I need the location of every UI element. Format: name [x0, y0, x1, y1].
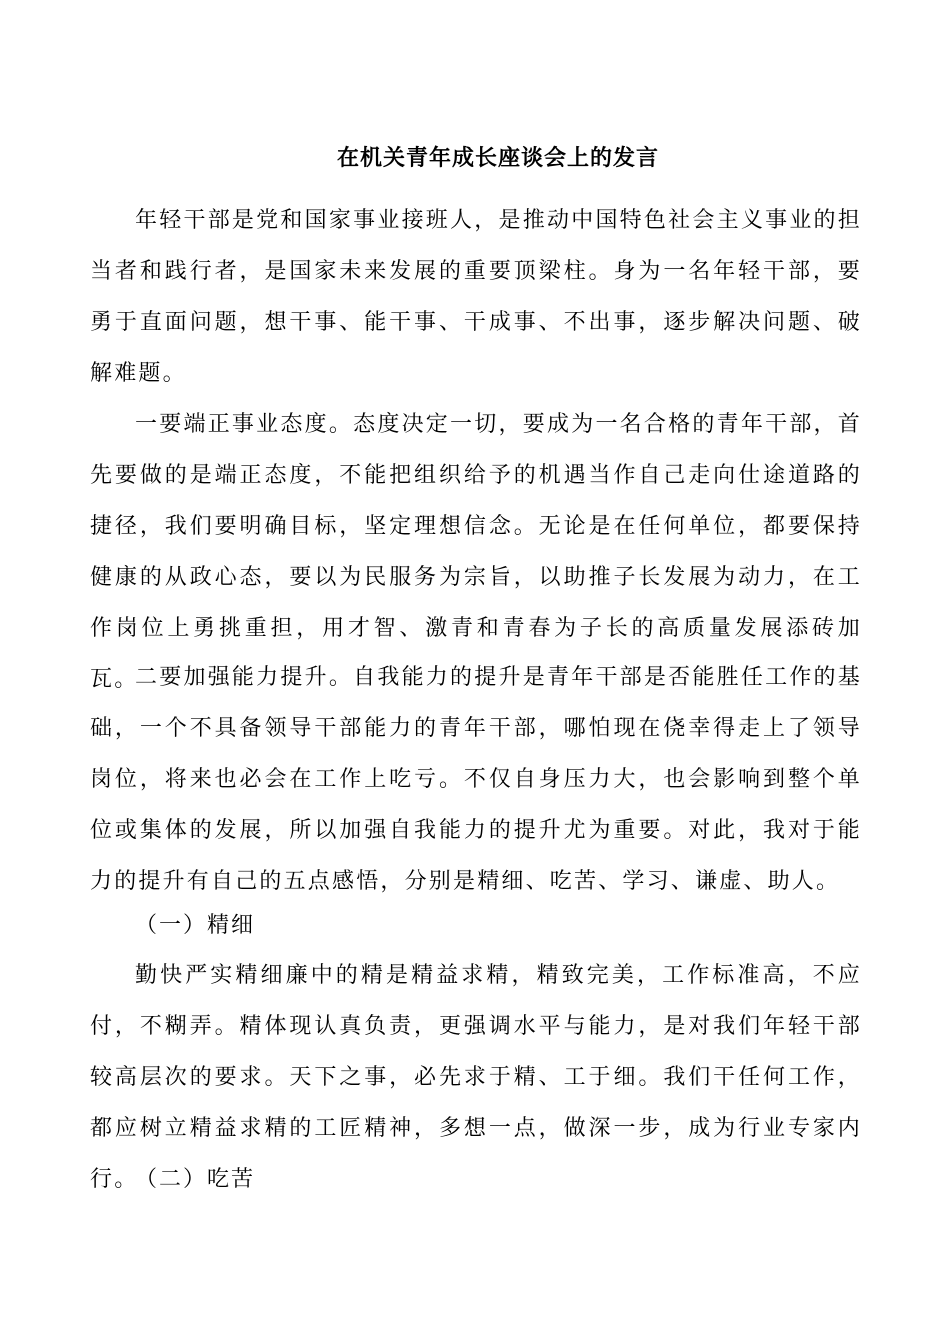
section-heading-hardship: （二）吃苦	[135, 1167, 256, 1192]
section-heading-precision: （一）精细	[135, 913, 256, 938]
intro-paragraph: 年轻干部是党和国家事业接班人，是推动中国特色社会主义事业的担当者和践行者，是国家未来发展的重要顶梁柱。身为一名年轻干部，要勇于直面问题，想干事、能干事、干成事、不出事，逐步解决问题、破解难题。	[90, 208, 862, 386]
attitude-paragraph: 一要端正事业态度。态度决定一切，要成为一名合格的青年干部，首先要做的是端正态度，不能把组织给予的机遇当作自己走向仕途道路的捷径，我们要明确目标，坚定理想信念。无论是在任何单位，都要保持健康的从政心态，要以为民服务为宗旨，以助推子长发展为动力，在工作岗位上勇挑重担，用才智、激青和青春为子长的高质量发展添砖加瓦。	[90, 412, 862, 692]
document-title: 在机关青年成长座谈会上的发言	[336, 145, 659, 171]
precision-paragraph: 勤快严实精细廉中的精是精益求精，精致完美，工作标准高，不应付，不糊弄。精体现认真负责，更强调水平与能力，是对我们年轻干部较高层次的要求。天下之事，必先求于精、工于细。我们干任何工作，都应树立精益求精的工匠精神，多想一点，做深一步，成为行业专家内行。	[90, 963, 862, 1192]
ability-paragraph: 二要加强能力提升。自我能力的提升是青年干部是否能胜任工作的基础，一个不具备领导干部能力的青年干部，哪怕现在侥幸得走上了领导岗位，将来也必会在工作上吃亏。不仅自身压力大，也会影响到整个单位或集体的发展，所以加强自我能力的提升尤为重要。对此，我对于能力的提升有自己的五点感悟，分别是精细、吃苦、学习、谦虚、助人。	[90, 665, 862, 894]
